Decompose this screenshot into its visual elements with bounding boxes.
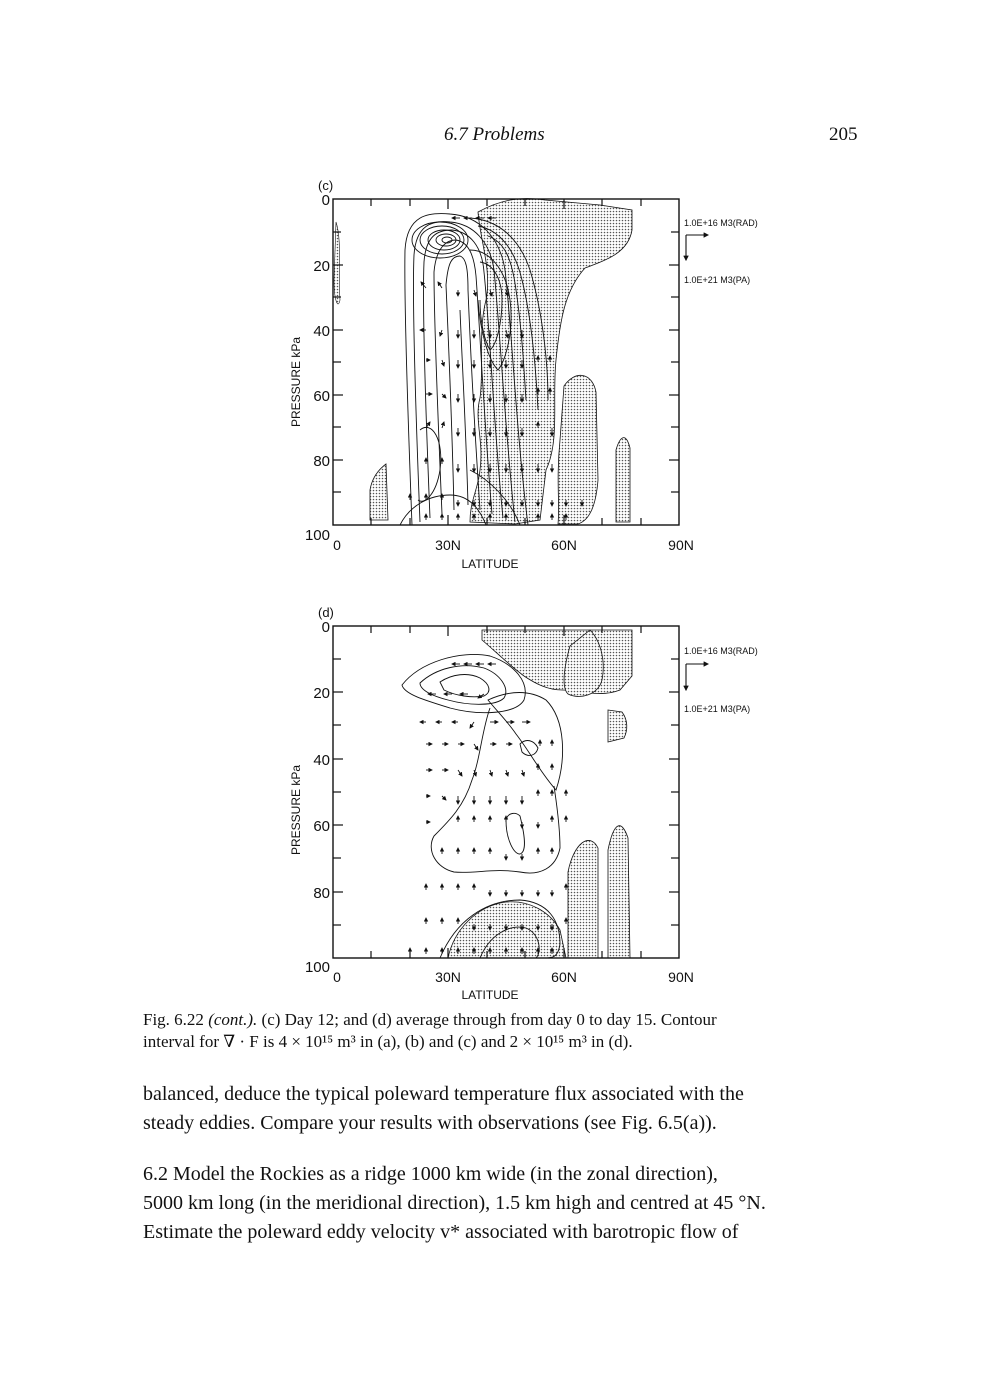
vector-legend	[684, 218, 758, 285]
y-tick-labels	[305, 192, 330, 544]
x-tick-label: 30N	[435, 969, 461, 985]
x-axis-label: LATITUDE	[461, 557, 519, 571]
vector-legend	[684, 646, 758, 714]
figure-caption	[143, 1009, 865, 1053]
caption-label: Fig. 6.22	[143, 1010, 204, 1029]
panel-d	[289, 605, 758, 1002]
x-tick-label: 30N	[435, 537, 461, 553]
y-tick-label: 80	[313, 453, 330, 470]
page-number: 205	[829, 124, 858, 145]
shaded-regions	[334, 199, 632, 525]
caption-cont: (cont.).	[208, 1010, 258, 1029]
x-tick-labels	[333, 969, 694, 985]
x-tick-label: 60N	[551, 969, 577, 985]
y-tick-label: 40	[313, 752, 330, 769]
legend-vertical: 1.0E+21 M3(PA)	[684, 275, 751, 285]
x-tick-label: 60N	[551, 537, 577, 553]
panel-c	[289, 178, 758, 571]
caption-line2: interval for ∇ · F is 4 × 10¹⁵ m³ in (a), (b) and (c) and 2 × 10¹⁵ m³ in (d).	[143, 1032, 633, 1051]
y-axis-label: PRESSURE kPa	[289, 336, 303, 428]
caption-line1: (c) Day 12; and (d) average through from day 0 to day 15. Contour	[257, 1010, 717, 1029]
y-tick-label: 100	[304, 959, 330, 976]
y-tick-label: 20	[313, 258, 330, 275]
paragraph-2	[143, 1160, 865, 1247]
paragraph-line: 5000 km long (in the meridional direction), 1.5 km high and centred at 45 °N.	[143, 1192, 766, 1214]
paragraph-line: Estimate the poleward eddy velocity v* associated with barotropic flow of	[143, 1221, 739, 1243]
x-tick-labels	[333, 537, 694, 553]
x-tick-label: 90N	[668, 537, 694, 553]
paragraph-line: 6.2 Model the Rockies as a ridge 1000 km wide (in the zonal direction),	[143, 1163, 718, 1185]
panel-label: (c)	[318, 178, 334, 193]
y-tick-label: 100	[304, 527, 330, 544]
y-tick-label: 60	[313, 388, 330, 405]
y-tick-label: 0	[321, 619, 330, 636]
y-tick-label: 40	[313, 323, 330, 340]
x-tick-label: 0	[333, 537, 341, 553]
y-tick-label: 0	[321, 192, 330, 209]
y-tick-label: 60	[313, 818, 330, 835]
panel-label: (d)	[318, 605, 334, 620]
y-axis-label: PRESSURE kPa	[289, 764, 303, 856]
y-tick-label: 80	[313, 885, 330, 902]
y-tick-label: 20	[313, 685, 330, 702]
x-tick-label: 0	[333, 969, 341, 985]
section-title: 6.7 Problems	[444, 124, 545, 145]
paragraph-1	[143, 1080, 865, 1138]
y-tick-labels	[305, 619, 330, 976]
paragraph-line: steady eddies. Compare your results with observations (see Fig. 6.5(a)).	[143, 1112, 717, 1134]
shaded-regions	[448, 630, 632, 958]
paragraph-line: balanced, deduce the typical poleward temperature flux associated with the	[143, 1083, 744, 1105]
x-tick-label: 90N	[668, 969, 694, 985]
legend-horizontal: 1.0E+16 M3(RAD)	[684, 218, 758, 228]
legend-horizontal: 1.0E+16 M3(RAD)	[684, 646, 758, 656]
x-axis-label: LATITUDE	[461, 988, 519, 1002]
legend-vertical: 1.0E+21 M3(PA)	[684, 704, 751, 714]
